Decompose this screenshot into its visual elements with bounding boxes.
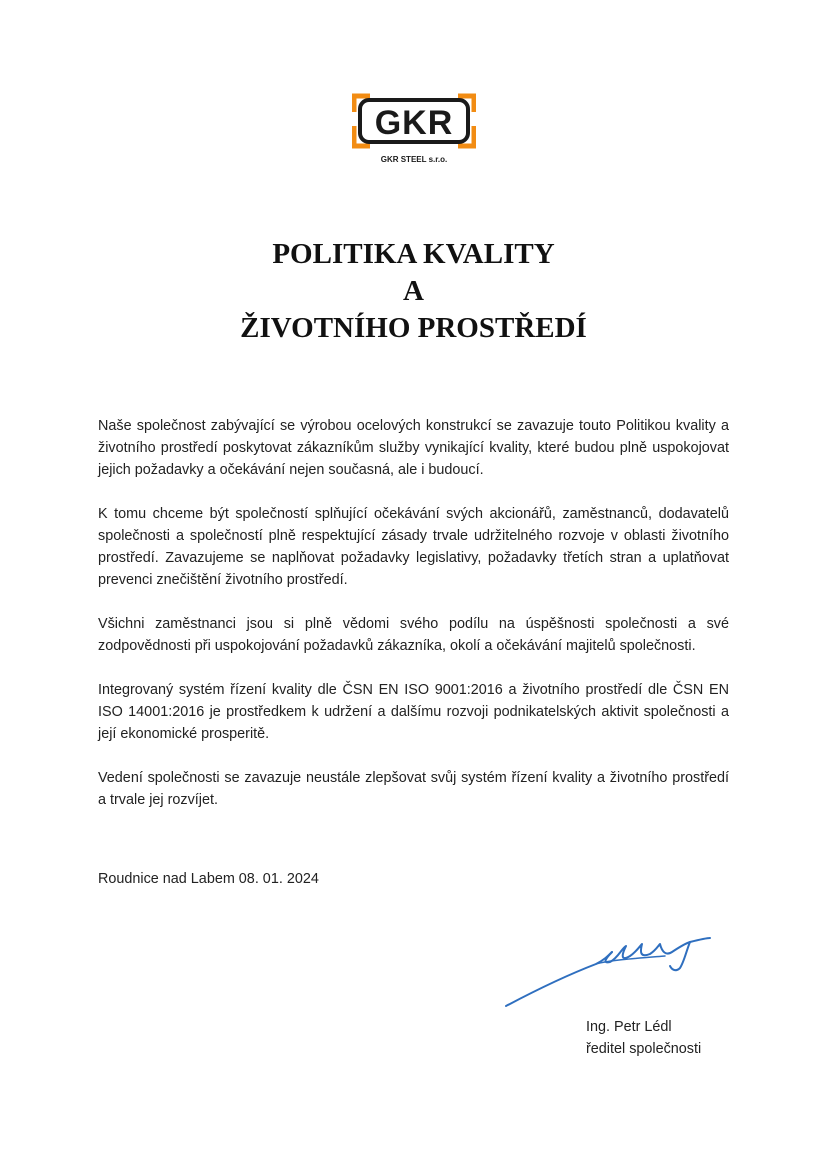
title-line-2: A: [403, 275, 424, 307]
signature-stroke: [500, 928, 720, 1013]
place-and-date: Roudnice nad Labem 08. 01. 2024: [98, 871, 319, 887]
title-line-3: ŽIVOTNÍHO PROSTŘEDÍ: [240, 312, 587, 344]
gkr-logo-graphic: [352, 90, 476, 170]
paragraph: K tomu chceme být společností splňující očekávání svých akcionářů, zaměstnanců, dodavatelů společnosti a společností plně respektující zásady trvale udržitelného rozvoje v oblasti životního prostředí. Zavazujeme se naplňovat požadavky legislativy, požadavky třetích stran a uplatňovat prevenci znečištění životního prostředí.: [98, 506, 729, 588]
title-line-1: POLITIKA KVALITY: [272, 238, 555, 270]
paragraph: Naše společnost zabývající se výrobou ocelových konstrukcí se zavazuje touto Politikou kvality a životního prostředí poskytovat zákazníkům služby vynikající kvality, které budou plně uspokojovat jejich požadavky a očekávání nejen současná, ale i budoucí.: [98, 418, 729, 478]
paragraph: Všichni zaměstnanci jsou si plně vědomi svého podílu na úspěšnosti společnosti a své zodpovědnosti při uspokojování požadavků zákazníka, okolí a očekávání majitelů společnosti.: [98, 616, 729, 654]
handwritten-signature: [500, 928, 720, 1013]
paragraph: Vedení společnosti se zavazuje neustále zlepšovat svůj systém řízení kvality a životního prostředí a trvale jej rozvíjet.: [98, 770, 729, 808]
paragraph: Integrovaný systém řízení kvality dle ČSN EN ISO 9001:2016 a životního prostředí dle ČSN EN ISO 14001:2016 je prostředkem k udržení a dalšímu rozvoji podnikatelských aktivit společnosti a její ekonomické prosperitě.: [98, 682, 729, 742]
company-logo: [352, 90, 476, 170]
signer-block: [586, 1016, 701, 1060]
document-title: [0, 236, 827, 347]
logo-letters: GKR: [374, 104, 454, 142]
logo-subtitle: GKR STEEL s.r.o.: [380, 155, 448, 164]
signer-role: ředitel společnosti: [586, 1041, 702, 1057]
signer-name: Ing. Petr Lédl: [586, 1019, 672, 1035]
policy-body: [98, 415, 729, 833]
